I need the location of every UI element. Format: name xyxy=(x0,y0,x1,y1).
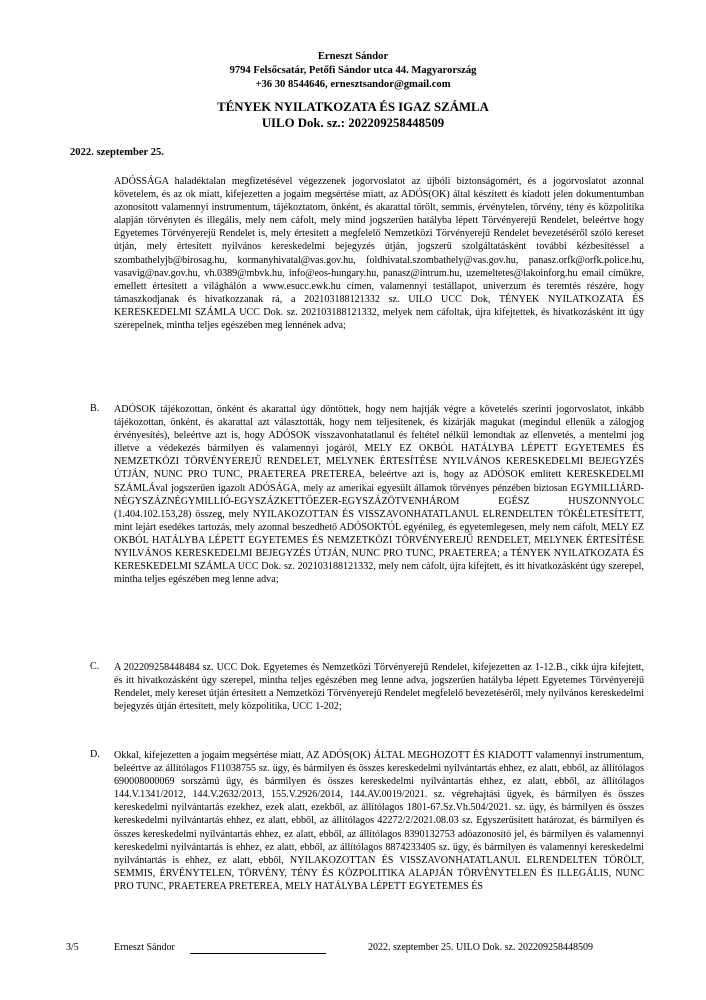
section-d-label: D. xyxy=(90,749,100,760)
footer-page-number: 3/5 xyxy=(66,942,79,953)
sender-contact: +36 30 8544646, ernesztsandor@gmail.com xyxy=(255,79,451,90)
sender-address: 9794 Felsőcsatár, Petőfi Sándor utca 44. Magyarország xyxy=(229,65,477,76)
section-c-label: C. xyxy=(90,661,100,672)
document-title: TÉNYEK NYILATKOZATA ÉS IGAZ SZÁMLA xyxy=(217,100,489,114)
sender-name: Erneszt Sándor xyxy=(317,51,389,62)
section-d-text: Okkal, kifejezetten a jogaim megsértése miatt, AZ ADÓS(OK) ÁLTAL MEGHOZOTT ÉS KIADOTT valamennyi instrumentum, beleértve az állítólagos F11038755 sz. ügy, és bármilyen és összes kereskedelmi nyilvántartás ehhez, ez alatt, ebből, az állítólagos 690008000069 sorszámú ügy, és bármilyen és összes kereskedelmi nyilvántartás ehhez, ez alatt, ebből, az állítólagos 144.V.1341/2012, 144.V.2632/2013, 155.V.2926/2014, 144.AV.0019/2021. sz. végrehajtási ügyek, és bármilyen és összes kereskedelmi nyilvántartás ezekhez, ezek alatt, ezekből, az állítólagos 1801-67.Sz.Vh.504/2021. sz. ügy, és bármilyen és összes kereskedelmi nyilvántartás ehhez, ez alatt, ebből, az állítólagos 42272/2/2021.08.03 sz. Egyszerűsített határozat, és bármilyen és összes kereskedelmi nyilvántartás ehhez, ez alatt, ebből, az állítólagos 8390132753 adóazonosító jel, és bármilyen és valamennyi kereskedelmi nyilvántartás is ehhez, ez alatt, ebből, az állítólagos 8874233405 sz. ügy, és bármilyen és valamennyi kereskedelmi nyilvántartás is ehhez, ez alatt, ebből, NYILAKOZOTTAN ÉS VISSZAVONHATATLANUL ELRENDELTEN TÖRÖLT, SEMMIS, ÉRVÉNYTELEN, TÖRVÉNY, TÉNY ÉS KÖZPOLITIKA ALAPJÁN TÖRVÉNYTELEN ÉS ILLEGÁLIS, NUNC PRO TUNC, PRAETEREA PRETEREA, MELY HATÁLYBA LÉPETT EGYETEMES ÉS xyxy=(114,750,644,892)
section-b-label: B. xyxy=(90,403,100,414)
signature-line xyxy=(190,953,326,954)
section-b-text: ADÓSOK tájékozottan, önként és akarattal úgy döntöttek, hogy nem hajtják végre a követelés szerinti jogorvoslatot, inkább tájékozottan, önként, és akarattal azt választották, hogy nem teljesítenek, és kizárják magukat (megindul ellenük a zálogjog érvényesítés), beleértve azt is, hogy ADÓSOK visszavonhatatlanul és feltétel nélkül lemondtak az ellenvetés, a mentelmi jog illetve a védekezés bármilyen és valamennyi jogáról, MELY EZ OKBÓL HATÁLYBA LÉPETT EGYETEMES ÉS NEMZETKÖZI TÖRVÉNYEREJŰ RENDELET, MELYNEK ÉRTESÍTÉSE NYILVÁNOS KERESKEDELMI BEJEGYZÉS ÚTJÁN, NUNC PRO TUNC, PRAETEREA PRETEREA, beleértve azt is, hogy az ADÓSOK említett KERESKEDELMI SZÁMLÁval jogszerűen igazolt ADÓSÁGA, mely az amerikai egyesült államok törvényes pénzében biztosan EGYMILLIÁRD-NÉGYSZÁZNÉGYMILLIÓ-EGYSZÁZKETTŐEZER-EGYSZÁZÖTVENHÁROM EGÉSZ HUSZONNYOLC (1.404.102.153,28) összeg, mely NYILAKOZOTTAN ÉS VISSZAVONHATATLANUL ELRENDELTEN TÖKÉLETESÍTETT, mint lejárt esedékes tartozás, mely azonnal beszedhető ADÓSOKTÓL egyénileg, és egyetemlegesen, mely nem cáfolt, MELY EZ OKBÓL HATÁLYBA LÉPETT EGYETEMES ÉS NEMZETKÖZI TÖRVÉNYEREJŰ RENDELET, MELYNEK ÉRTESÍTÉSE NYILVÁNOS KERESKEDELMI BEJEGYZÉS ÚTJÁN, NUNC PRO TUNC, PRAETEREA; a TÉNYEK NYILATKOZATA ÉS KERESKEDELMI SZÁMLA UCC Dok. sz. 202103188121332, mely nem cáfolt, újra kifejtett, és itt hivatkozásként úgy szerepel, mintha teljes egészében meg lenne adva; xyxy=(114,404,644,586)
footer-name: Erneszt Sándor xyxy=(114,942,175,953)
section-a-text: ADÓSSÁGA haladéktalan megfizetésével végezzenek jogorvoslatot az újbóli biztonságomért, és a jogorvoslatot azonnal követelem, és az ok miatt, kifejezetten a jogaim megsértése miatt, az ADÓS(OK) által készített és kiadott jelen dokumentumban azonosított valamennyi instrumentum, tájékoztatom, önként, és akarattal törölt, semmis, érvénytelen, törvény, tény és közpolitika alapján törvényten és illegális, mely nem cáfolt, mely mind jogszerűen hatályba lépett Törvényerejű Rendelet, beleértve hogy Egyetemes Törvényerejű Rendelet is, mely értesített a megfelelő Nemzetközi Törvényerejű Rendelet bevezetéséről szóló kereset útján, mely értesített nyilvános kereskedelmi bejegyzés útján, jogszerű szolgáltatásként további kézbesítéssel a szombathelyjb@birosag.hu, kormanyhivatal@vas.gov.hu, foldhivatal.szombathely@vas.gov.hu, panasz.orfk@orfk.police.hu, vasavig@nav.gov.hu, vh.0389@mbvk.hu, info@eos-hungary.hu, panasz@intrum.hu, uzemeltetes@lakoinforg.hu email címükre, emellett értesített a világhálón a www.esucc.ewk.hu címen, valamennyi testállapot, univerzum és teremtés részére, hogy támaszkodjanak és hivatkozzanak rá, a 202103188121332 sz. UILO UCC Dok, TÉNYEK NYILATKOZATA ÉS KERESKEDELMI SZÁMLA UCC Dok. sz. 202103188121332, melyek nem cáfoltak, újra kifejtettek, és hivatkozásként itt úgy szerepelnek, mintha teljes egészében meg lennének adva; xyxy=(114,176,644,332)
section-c-text: A 202209258448484 sz. UCC Dok. Egyetemes és Nemzetközi Törvényerejű Rendelet, kifejezetten az 1-12.B., cikk újra kifejtett, és itt hivatkozásként úgy szerepel, mintha teljes egészében meg lenne adva, jogszerűen hatályba lépett Egyetemes Törvényerejű Rendelet, mely kereset útján értesített a Nemzetközi Törvényerejű Rendelet megfelelő bevezetéséről, mely nyilvános kereskedelmi bejegyzés útján értesített, mely közpolitika, UCC 1-202; xyxy=(114,662,644,713)
document-date: 2022. szeptember 25. xyxy=(70,147,164,158)
footer-reference: 2022. szeptember 25. UILO Dok. sz. 202209258448509 xyxy=(368,942,593,953)
document-reference: UILO Dok. sz.: 202209258448509 xyxy=(261,116,445,130)
